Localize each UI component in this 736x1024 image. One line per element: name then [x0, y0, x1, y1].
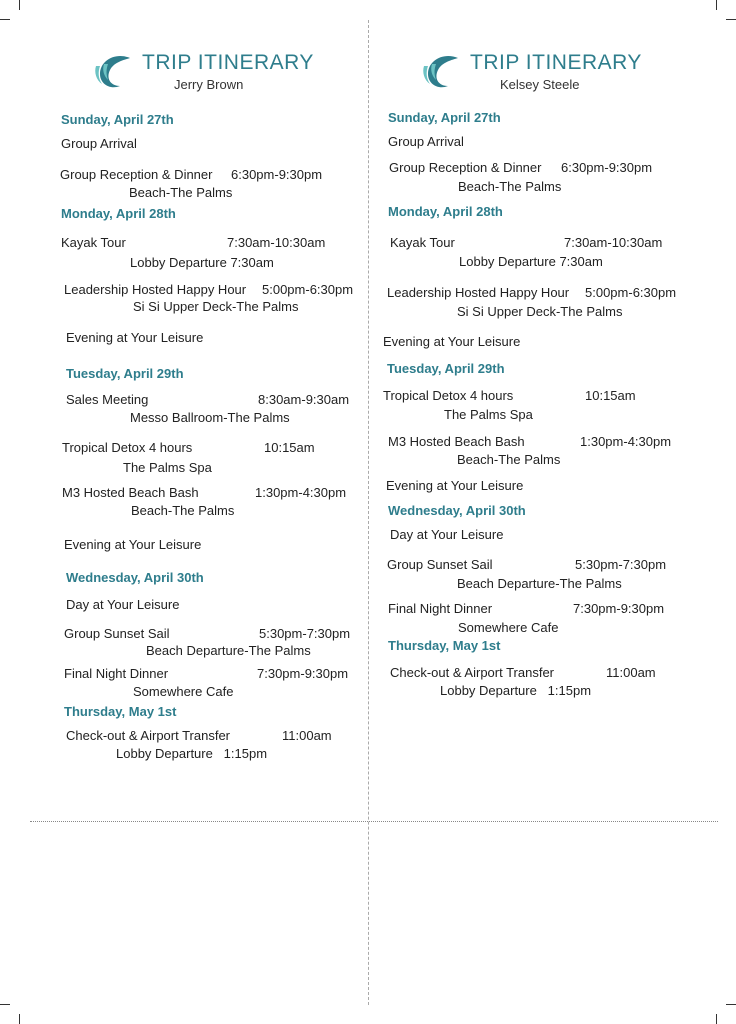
event-time: 10:15am — [585, 388, 636, 403]
event-name: Final Night Dinner — [388, 601, 493, 616]
event-name: Group Sunset Sail — [64, 626, 170, 641]
event-name: Kayak Tour — [390, 235, 455, 250]
event-location: Somewhere Cafe — [133, 684, 234, 699]
event-name: Day at Your Leisure — [66, 597, 180, 612]
day-heading: Tuesday, April 29th — [387, 361, 505, 376]
event-name: Evening at Your Leisure — [383, 334, 521, 349]
event-name: Group Reception & Dinner — [60, 167, 213, 182]
event-location: Lobby Departure 1:15pm — [116, 746, 268, 761]
day-heading: Tuesday, April 29th — [66, 366, 184, 381]
fold-line-vertical — [368, 20, 369, 1005]
event-time: 1:30pm-4:30pm — [580, 434, 672, 449]
event-location: Messo Ballroom-The Palms — [130, 410, 290, 425]
event-location: Beach-The Palms — [458, 179, 562, 194]
event-name: M3 Hosted Beach Bash — [62, 485, 199, 500]
day-heading: Thursday, May 1st — [64, 704, 177, 719]
event-time: 7:30am-10:30am — [564, 235, 663, 250]
event-time: 5:00pm-6:30pm — [585, 285, 677, 300]
crop-mark — [726, 19, 736, 20]
event-name: Evening at Your Leisure — [386, 478, 524, 493]
crop-mark — [0, 1004, 10, 1005]
wave-icon — [420, 52, 466, 92]
event-name: Group Arrival — [61, 136, 137, 151]
crop-mark — [716, 1014, 717, 1024]
event-location: Beach-The Palms — [131, 503, 235, 518]
event-name: Leadership Hosted Happy Hour — [64, 282, 247, 297]
event-location: The Palms Spa — [123, 460, 212, 475]
day-heading: Monday, April 28th — [61, 206, 176, 221]
itinerary-title: TRIP ITINERARY — [470, 51, 642, 74]
day-heading: Monday, April 28th — [388, 204, 503, 219]
event-location: Somewhere Cafe — [458, 620, 559, 635]
event-time: 5:30pm-7:30pm — [259, 626, 351, 641]
event-name: Leadership Hosted Happy Hour — [387, 285, 570, 300]
event-location: Si Si Upper Deck-The Palms — [133, 299, 299, 314]
guest-name: Jerry Brown — [174, 77, 244, 92]
fold-line-horizontal — [30, 821, 718, 822]
event-location: Beach-The Palms — [129, 185, 233, 200]
guest-name: Kelsey Steele — [500, 77, 580, 92]
event-location: Lobby Departure 1:15pm — [440, 683, 592, 698]
event-location: Si Si Upper Deck-The Palms — [457, 304, 623, 319]
event-time: 6:30pm-9:30pm — [231, 167, 323, 182]
event-time: 11:00am — [282, 728, 332, 743]
event-name: Tropical Detox 4 hours — [62, 440, 193, 455]
event-time: 1:30pm-4:30pm — [255, 485, 347, 500]
itinerary-header — [420, 52, 642, 92]
event-time: 5:30pm-7:30pm — [575, 557, 667, 572]
event-location: Lobby Departure 7:30am — [130, 255, 274, 270]
event-location: Beach Departure-The Palms — [457, 576, 622, 591]
event-name: Check-out & Airport Transfer — [390, 665, 555, 680]
event-name: Group Arrival — [388, 134, 464, 149]
day-heading: Thursday, May 1st — [388, 638, 501, 653]
crop-mark — [716, 0, 717, 10]
event-name: Evening at Your Leisure — [64, 537, 202, 552]
event-name: Final Night Dinner — [64, 666, 169, 681]
day-heading: Wednesday, April 30th — [66, 570, 204, 585]
itinerary-title: TRIP ITINERARY — [142, 51, 314, 74]
event-name: Day at Your Leisure — [390, 527, 504, 542]
event-name: Group Sunset Sail — [387, 557, 493, 572]
event-name: M3 Hosted Beach Bash — [388, 434, 525, 449]
event-name: Evening at Your Leisure — [66, 330, 204, 345]
crop-mark — [726, 1004, 736, 1005]
event-location: Lobby Departure 7:30am — [459, 254, 603, 269]
event-name: Check-out & Airport Transfer — [66, 728, 231, 743]
day-heading: Sunday, April 27th — [61, 112, 174, 127]
event-name: Kayak Tour — [61, 235, 126, 250]
crop-mark — [19, 1014, 20, 1024]
event-name: Group Reception & Dinner — [389, 160, 542, 175]
event-time: 7:30pm-9:30pm — [257, 666, 349, 681]
event-time: 6:30pm-9:30pm — [561, 160, 653, 175]
day-heading: Sunday, April 27th — [388, 110, 501, 125]
event-location: The Palms Spa — [444, 407, 533, 422]
event-time: 8:30am-9:30am — [258, 392, 350, 407]
event-time: 10:15am — [264, 440, 315, 455]
event-name: Tropical Detox 4 hours — [383, 388, 514, 403]
event-location: Beach-The Palms — [457, 452, 561, 467]
event-name: Sales Meeting — [66, 392, 149, 407]
event-time: 11:00am — [606, 665, 656, 680]
event-location: Beach Departure-The Palms — [146, 643, 311, 658]
event-time: 7:30pm-9:30pm — [573, 601, 665, 616]
event-time: 7:30am-10:30am — [227, 235, 326, 250]
event-time: 5:00pm-6:30pm — [262, 282, 354, 297]
day-heading: Wednesday, April 30th — [388, 503, 526, 518]
